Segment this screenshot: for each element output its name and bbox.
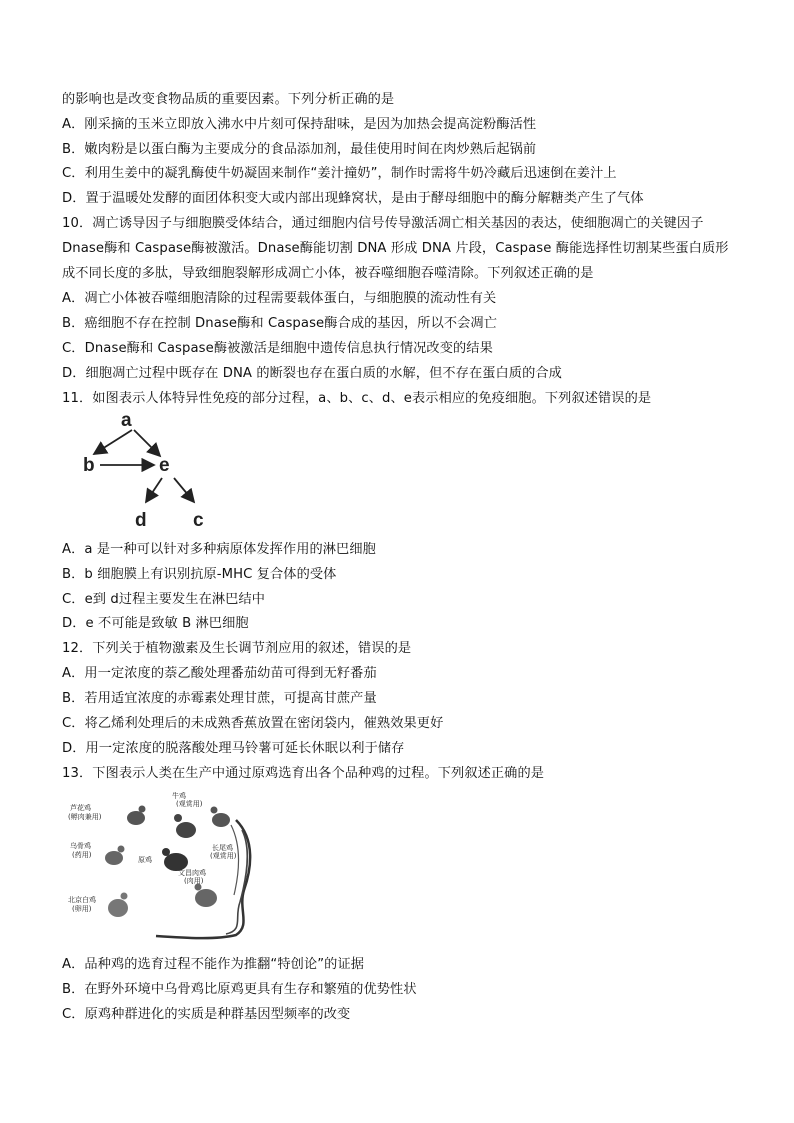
text-line: 成不同长度的多肽，导致细胞裂解形成凋亡小体，被吞噬细胞吞噬清除。下列叙述正确的是: [62, 266, 594, 281]
option-b: B．嫩肉粉是以蛋白酶为主要成分的食品添加剂，最佳使用时间在肉炒熟后起锅前: [62, 142, 537, 157]
option-a: A．品种鸡的选育过程不能作为推翻“特创论”的证据: [62, 957, 365, 972]
label-wugu-use: (药用): [72, 851, 92, 859]
label-beijing: 北京白鸡: [68, 896, 96, 904]
option-d: D．用一定浓度的脱落酸处理马铃薯可延长休眠以利于储存: [62, 741, 405, 756]
node-e: e: [159, 455, 170, 476]
option-a: A．刚采摘的玉米立即放入沸水中片刻可保持甜味，是因为加热会提高淀粉酶活性: [62, 117, 537, 132]
chicken-breeds-illustration: [66, 790, 256, 942]
label-yuanji: 原鸡: [138, 856, 152, 864]
label-wugu: 乌骨鸡: [70, 842, 91, 850]
option-b: B．在野外环境中乌骨鸡比原鸡更具有生存和繁殖的优势性状: [62, 982, 417, 997]
label-changwei: 长尾鸡: [212, 844, 233, 852]
question-13: 13．下图表示人类在生产中通过原鸡选育出各个品种鸡的过程。下列叙述正确的是: [62, 766, 545, 781]
option-a: A．凋亡小体被吞噬细胞清除的过程需要载体蛋白，与细胞膜的流动性有关: [62, 291, 497, 306]
option-d: D．e 不可能是致敏 B 淋巴细胞: [62, 616, 249, 631]
chicken-icon: [127, 806, 146, 826]
immune-process-diagram: [80, 408, 220, 536]
label-beijing-use: (卵用): [72, 905, 92, 913]
option-c: C．利用生姜中的凝乳酶使牛奶凝固来制作“姜汁撞奶”，制作时需将牛奶冷藏后迅速倒在姜汁上: [62, 166, 617, 181]
option-b: B．癌细胞不存在控制 Dnase酶和 Caspase酶合成的基因，所以不会凋亡: [62, 316, 498, 331]
label-niuji: 牛鸡: [172, 792, 186, 800]
node-a: a: [121, 410, 132, 431]
option-c: C．e到 d过程主要发生在淋巴结中: [62, 592, 266, 607]
option-a: A．a 是一种可以针对多种病原体发挥作用的淋巴细胞: [62, 542, 376, 557]
option-c: C．原鸡种群进化的实质是种群基因型频率的改变: [62, 1007, 351, 1022]
chicken-icon: [105, 846, 125, 866]
chicken-icon: [195, 884, 218, 908]
node-c: c: [193, 510, 204, 531]
label-wenchang: 文昌肉鸡: [178, 869, 206, 877]
text-line: Dnase酶和 Caspase酶被激活。Dnase酶能切割 DNA 形成 DNA 片段，Caspase 酶能选择性切割某些蛋白质形: [62, 241, 729, 256]
node-b: b: [83, 455, 95, 476]
option-c: C．Dnase酶和 Caspase酶被激活是细胞中遗传信息执行情况改变的结果: [62, 341, 493, 356]
node-d: d: [135, 510, 147, 531]
option-c: C．将乙烯利处理后的未成熟香蕉放置在密闭袋内，催熟效果更好: [62, 716, 444, 731]
chicken-icon: [108, 893, 128, 918]
option-b: B．若用适宜浓度的赤霉素处理甘蔗，可提高甘蔗产量: [62, 691, 377, 706]
chicken-icon: [162, 848, 188, 871]
chicken-icon: [211, 807, 231, 828]
label-changwei-use: (观赏用): [210, 852, 237, 860]
question-10: 10．凋亡诱导因子与细胞膜受体结合，通过细胞内信号传导激活凋亡相关基因的表达，使细胞凋亡的关键因子: [62, 216, 704, 231]
label-luhua-use: (孵肉兼用): [68, 813, 102, 821]
option-d: D．细胞凋亡过程中既存在 DNA 的断裂也存在蛋白质的水解，但不存在蛋白质的合成: [62, 366, 562, 381]
label-niuji-use: (观赏用): [176, 800, 203, 808]
label-wenchang-use: (肉用): [184, 877, 204, 885]
chicken-icon: [174, 814, 196, 838]
question-12: 12．下列关于植物激素及生长调节剂应用的叙述，错误的是: [62, 641, 412, 656]
option-b: B．b 细胞膜上有识别抗原-MHC 复合体的受体: [62, 567, 337, 582]
question-11: 11．如图表示人体特异性免疫的部分过程，a、b、c、d、e表示相应的免疫细胞。下列叙述错误的是: [62, 391, 652, 406]
option-a: A．用一定浓度的萘乙酸处理番茄幼苗可得到无籽番茄: [62, 666, 377, 681]
label-luhua: 芦花鸡: [70, 804, 91, 812]
text-line: 的影响也是改变食物品质的重要因素。下列分析正确的是: [62, 92, 395, 107]
option-d: D．置于温暖处发酵的面团体积变大或内部出现蜂窝状，是由于酵母细胞中的酶分解糖类产生了气体: [62, 191, 644, 206]
